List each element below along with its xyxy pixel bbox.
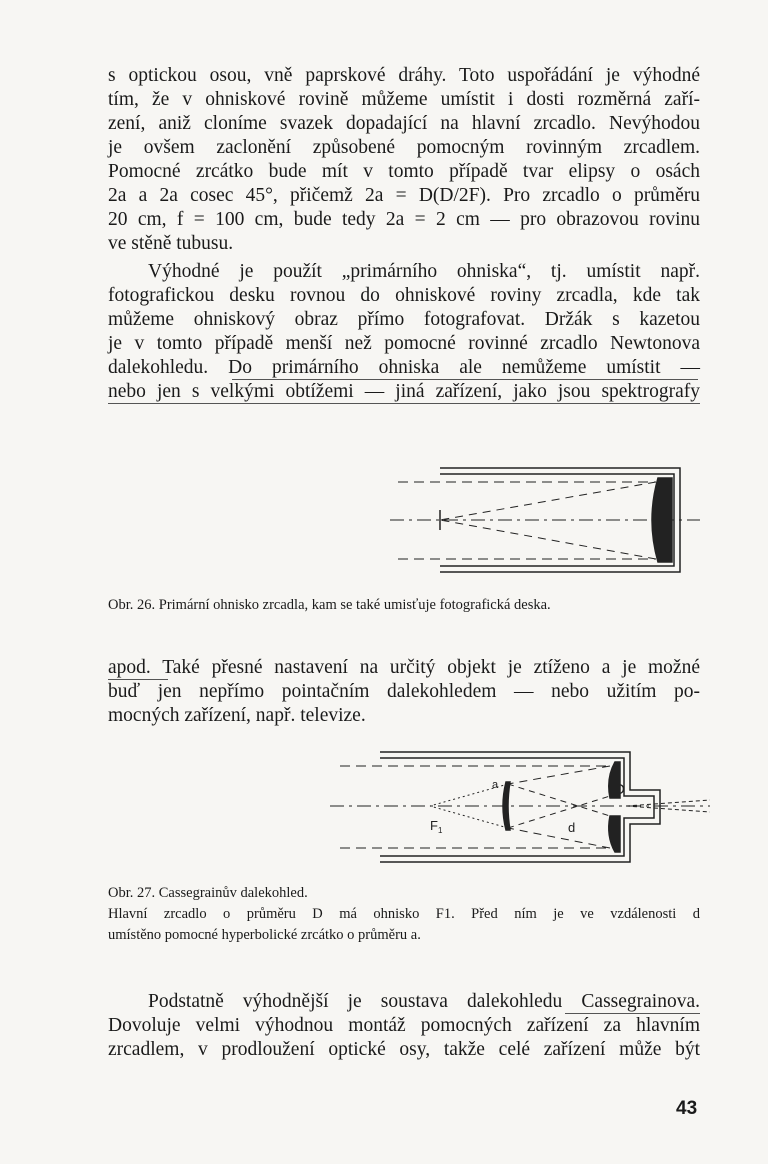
text-line: nebo jen s velkými obtížemi — jiná zařízení, jako jsou spektrografy: [108, 381, 700, 402]
text-line: Pomocné zrcátko bude mít v tomto případě tvar elipsy o osách: [108, 161, 700, 182]
pencil-underline: [565, 1013, 700, 1014]
page-number: 43: [676, 1098, 698, 1119]
text-line: tím, že v ohniskové rovině můžeme umístit i dosti rozměrná zaří-: [108, 89, 700, 110]
label-F: F: [430, 818, 438, 833]
text-line: fotografickou desku rovnou do ohniskové roviny zrcadla, kde tak: [108, 285, 700, 306]
text-line: Výhodné je použít „primárního ohniska“, tj. umístit např.: [148, 261, 700, 282]
text-line: můžeme ohniskový obraz přímo fotografovat. Držák s kazetou: [108, 309, 700, 330]
text-line: Dovoluje velmi výhodnou montáž pomocných zařízení za hlavním: [108, 1015, 700, 1036]
caption-line: umístěno pomocné hyperbolické zrcátko o průměru a.: [108, 927, 421, 943]
text-line: ve stěně tubusu.: [108, 233, 234, 254]
figure-26-caption: Obr. 26. Primární ohnisko zrcadla, kam se také umisťuje fotografická deska.: [108, 597, 551, 613]
label-a: a: [492, 779, 499, 791]
pencil-underline: [108, 403, 700, 404]
text-line: je ovšem zaclonění způsobené pomocným rovinným zrcadlem.: [108, 137, 700, 158]
figure-27-diagram: [330, 748, 715, 866]
text-line: zení, aniž cloníme svazek dopadající na hlavní zrcadlo. Nevýhodou: [108, 113, 700, 134]
text-line: je v tomto případě menší než pomocné rovinné zrcadlo Newtonova: [108, 333, 700, 354]
label-D: D: [614, 781, 625, 798]
text-line: dalekohledu. Do primárního ohniska ale nemůžeme umístit —: [108, 357, 700, 378]
caption-line: Hlavní zrcadlo o průměru D má ohnisko F1. Před ním je ve vzdálenosti d: [108, 906, 700, 922]
caption-line: Obr. 27. Cassegrainův dalekohled.: [108, 885, 308, 901]
label-F1-subscript: 1: [437, 826, 443, 835]
text-line: apod. Také přesné nastavení na určitý objekt je ztíženo a je možné: [108, 657, 700, 678]
pencil-underline: [232, 379, 698, 380]
label-d: d: [568, 820, 576, 835]
text-line: 20 cm, f = 100 cm, bude tedy 2a = 2 cm — pro obrazovou rovinu: [108, 209, 700, 230]
text-line: zrcadlem, v prodloužení optické osy, takže celé zařízení může být: [108, 1039, 700, 1060]
text-line: buď jen nepřímo pointačním dalekohledem — nebo užitím po-: [108, 681, 700, 702]
text-line: mocných zařízení, např. televize.: [108, 705, 366, 726]
text-line: s optickou osou, vně paprskové dráhy. Toto uspořádání je výhodné: [108, 65, 700, 86]
label-F1: [430, 818, 443, 835]
text-line: 2a a 2a cosec 45°, přičemž 2a = D(D/2F). Pro zrcadlo o průměru: [108, 185, 700, 206]
text-line: Podstatně výhodnější je soustava dalekohledu Cassegrainova.: [148, 991, 700, 1012]
pencil-underline: [108, 679, 168, 680]
figure-26-diagram: [390, 460, 710, 580]
